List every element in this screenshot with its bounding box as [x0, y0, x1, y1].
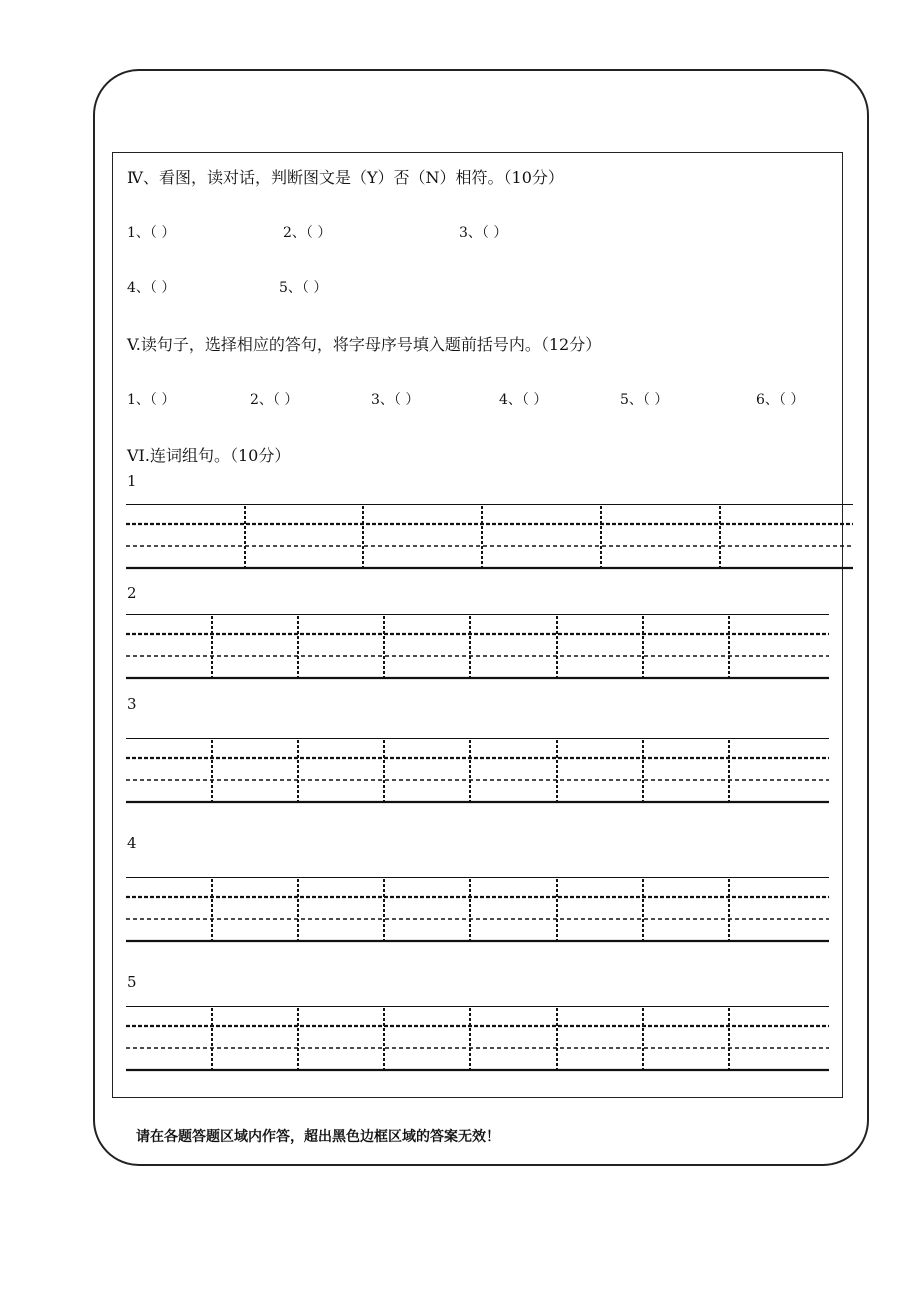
answer-blank-5-6[interactable]: 6、（ ） [756, 392, 805, 408]
section-5-heading: V.读句子，选择相应的答句，将字母序号填入题前括号内。（12分） [127, 335, 602, 354]
answer-blank-5-4[interactable]: 4、（ ） [499, 392, 548, 408]
section-4-heading: Ⅳ、看图，读对话，判断图文是（Y）否（N）相符。（10分） [127, 168, 564, 187]
answer-blank-4-1[interactable]: 1、（ ） [127, 225, 176, 241]
footer-notice: 请在各题答题区域内作答，超出黑色边框区域的答案无效！ [136, 1129, 500, 1145]
writing-grid-3[interactable] [126, 738, 829, 804]
sentence-number-5: 5 [127, 973, 137, 991]
writing-grid-2[interactable] [126, 614, 829, 680]
answer-blank-5-5[interactable]: 5、（ ） [620, 392, 669, 408]
sentence-number-2: 2 [127, 584, 137, 602]
answer-blank-4-2[interactable]: 2、（ ） [283, 225, 332, 241]
sentence-number-1: 1 [127, 472, 137, 490]
writing-grid-5[interactable] [126, 1006, 829, 1072]
answer-blank-4-4[interactable]: 4、（ ） [127, 280, 176, 296]
answer-blank-5-1[interactable]: 1、（ ） [127, 392, 176, 408]
writing-grid-1[interactable] [126, 504, 853, 570]
sentence-number-3: 3 [127, 695, 137, 713]
sentence-number-4: 4 [127, 834, 137, 852]
answer-blank-4-3[interactable]: 3、（ ） [459, 225, 508, 241]
writing-grid-4[interactable] [126, 877, 829, 943]
answer-blank-4-5[interactable]: 5、（ ） [279, 280, 328, 296]
answer-blank-5-3[interactable]: 3、（ ） [371, 392, 420, 408]
section-6-heading: VI.连词组句。（10分） [127, 446, 291, 465]
answer-blank-5-2[interactable]: 2、（ ） [250, 392, 299, 408]
